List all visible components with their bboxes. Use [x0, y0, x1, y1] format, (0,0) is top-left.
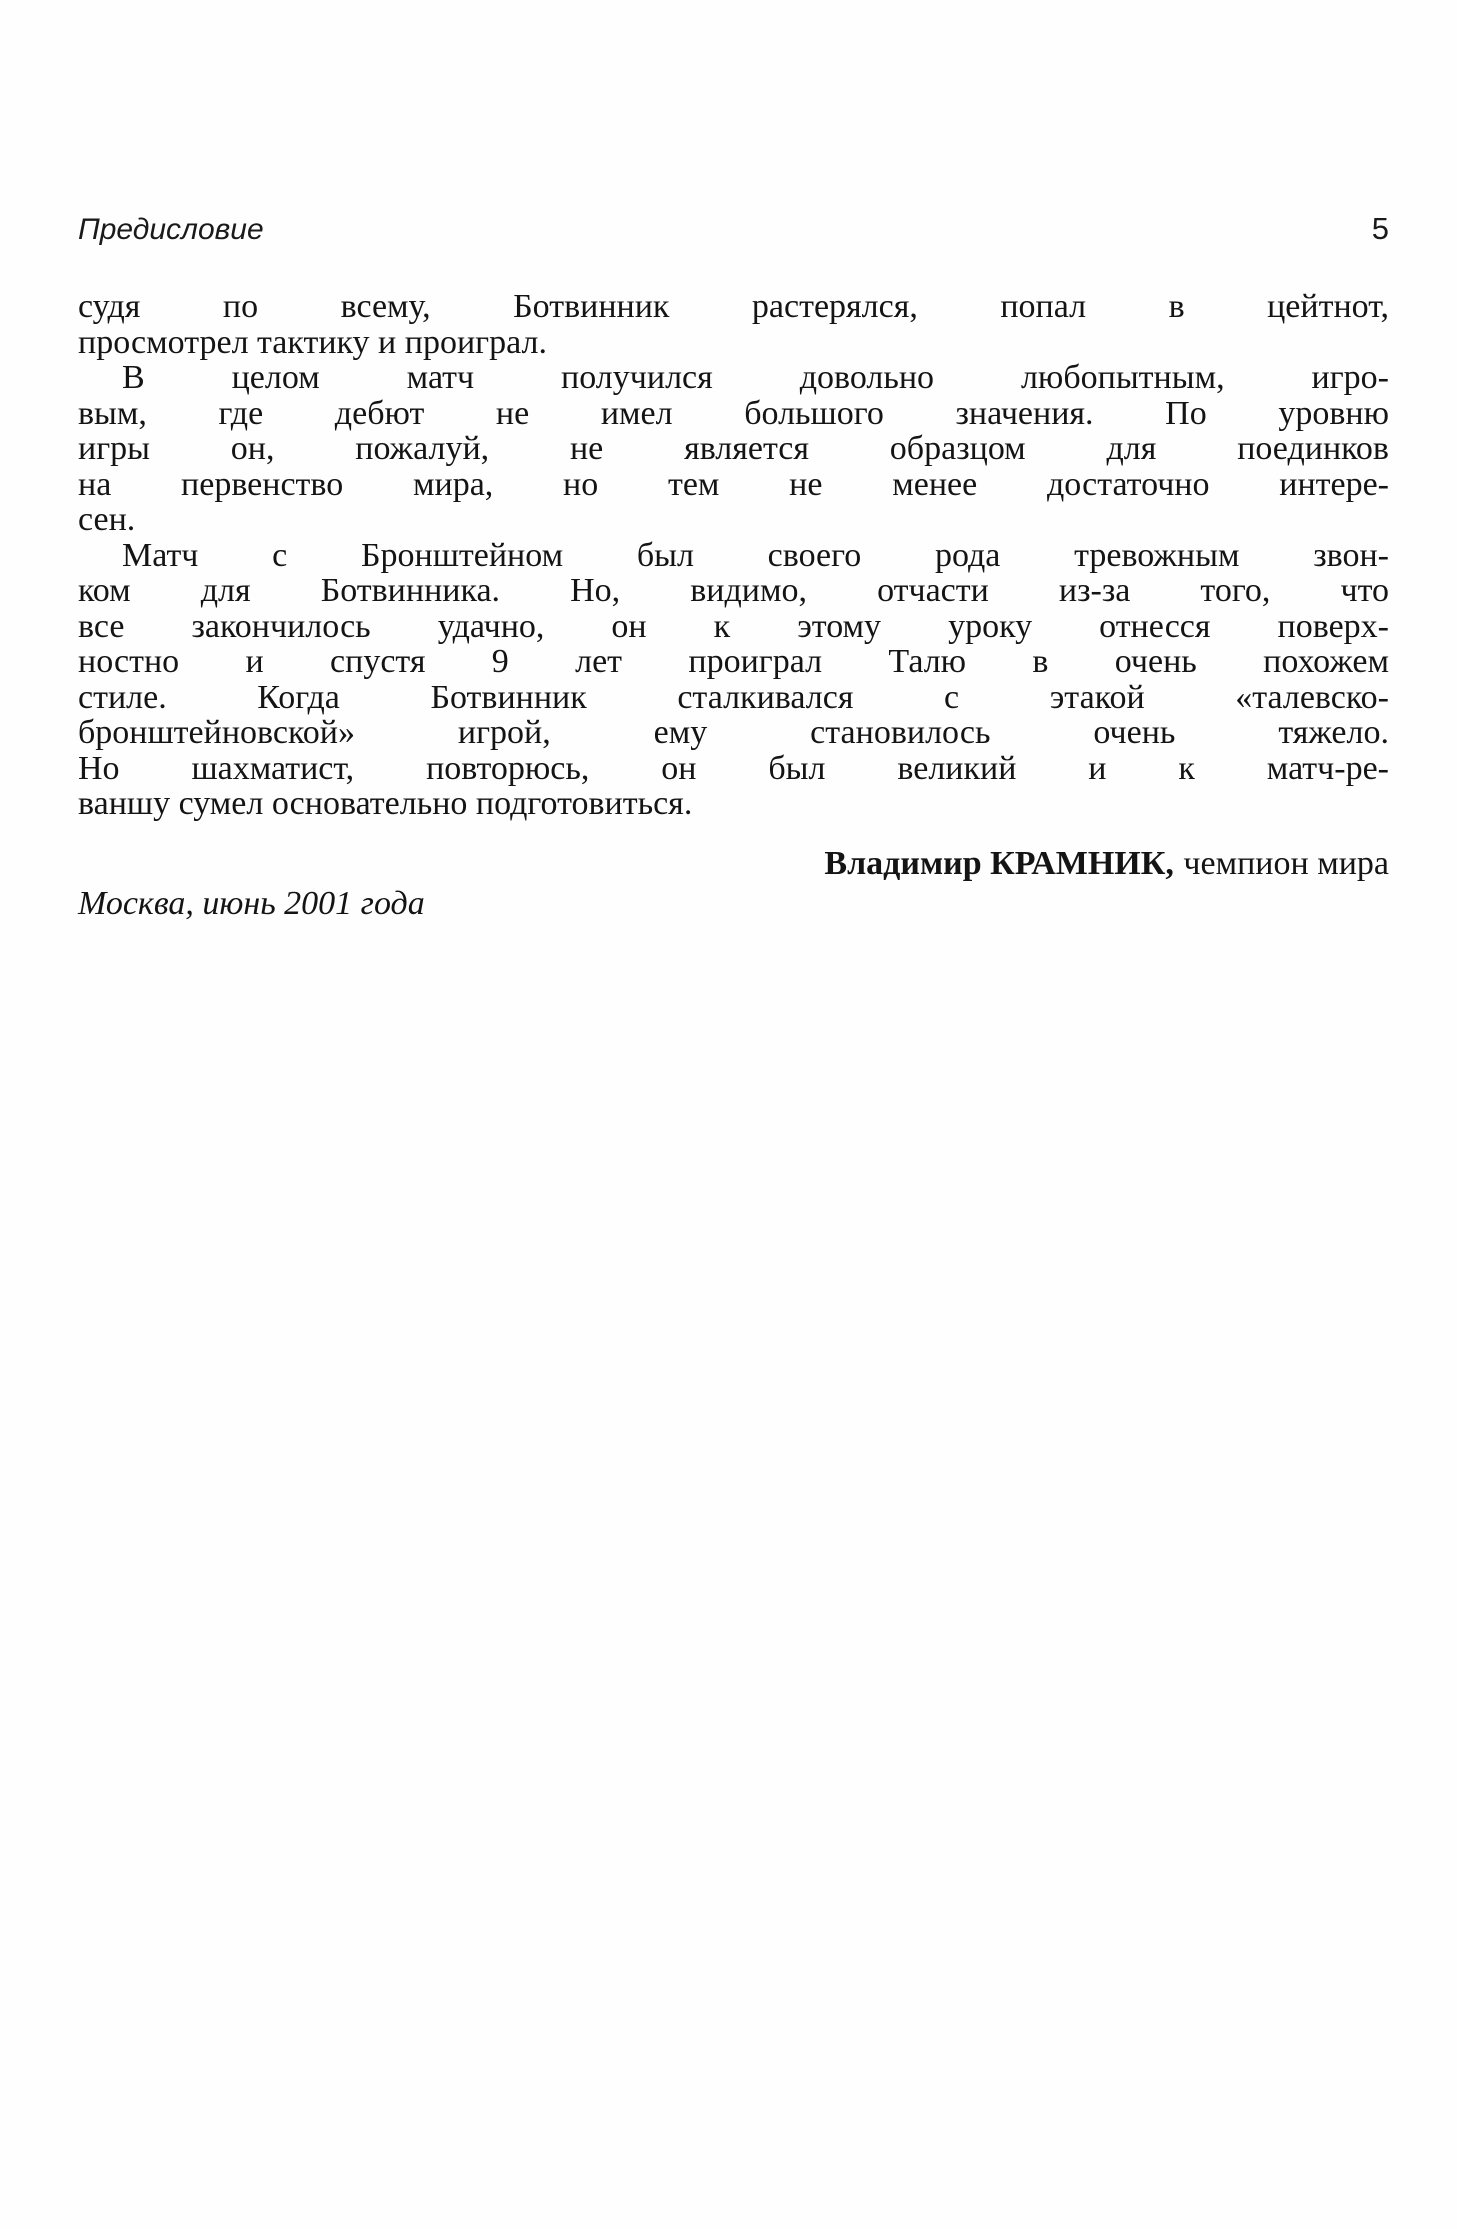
text-line: Матч с Бронштейном был своего рода тревожным звон-: [122, 536, 1389, 574]
text-line: стиле. Когда Ботвинник сталкивался с этакой «талевско-: [78, 678, 1389, 716]
text-line: бронштейновской» игрой, ему становилось очень тяжело.: [78, 714, 1389, 751]
signature-title: чемпион мира: [1183, 844, 1389, 882]
text-line: все закончилось удачно, он к этому уроку отнесся поверх-: [78, 607, 1389, 645]
signature-name: Владимир КРАМНИК,: [824, 844, 1174, 882]
text-line: ностно и спустя 9 лет проиграл Талю в очень похожем: [78, 643, 1389, 680]
text-line: ком для Ботвинника. Но, видимо, отчасти из-за того, что: [78, 572, 1389, 609]
text-line: игры он, пожалуй, не является образцом для поединков: [78, 430, 1389, 467]
body-text: [78, 289, 1389, 822]
page-number: 5: [1371, 211, 1389, 246]
text-line: сен.: [78, 501, 136, 538]
page-header: [78, 212, 1389, 247]
text-line: ваншу сумел основательно подготовиться.: [78, 785, 693, 822]
text-line: вым, где дебют не имел большого значения. По уровню: [78, 394, 1389, 432]
text-line: Но шахматист, повторюсь, он был великий и к матч-ре-: [78, 749, 1389, 787]
signature-line: [78, 844, 1389, 884]
dateline: Москва, июнь 2001 года: [78, 884, 425, 922]
running-title: Предисловие: [78, 213, 264, 246]
text-line: судя по всему, Ботвинник растерялся, попал в цейтнот,: [78, 288, 1389, 325]
text-line: на первенство мира, но тем не менее достаточно интере-: [78, 465, 1389, 503]
text-line: В целом матч получился довольно любопытным, игро-: [122, 359, 1389, 396]
text-line: просмотрел тактику и проиграл.: [78, 323, 547, 361]
